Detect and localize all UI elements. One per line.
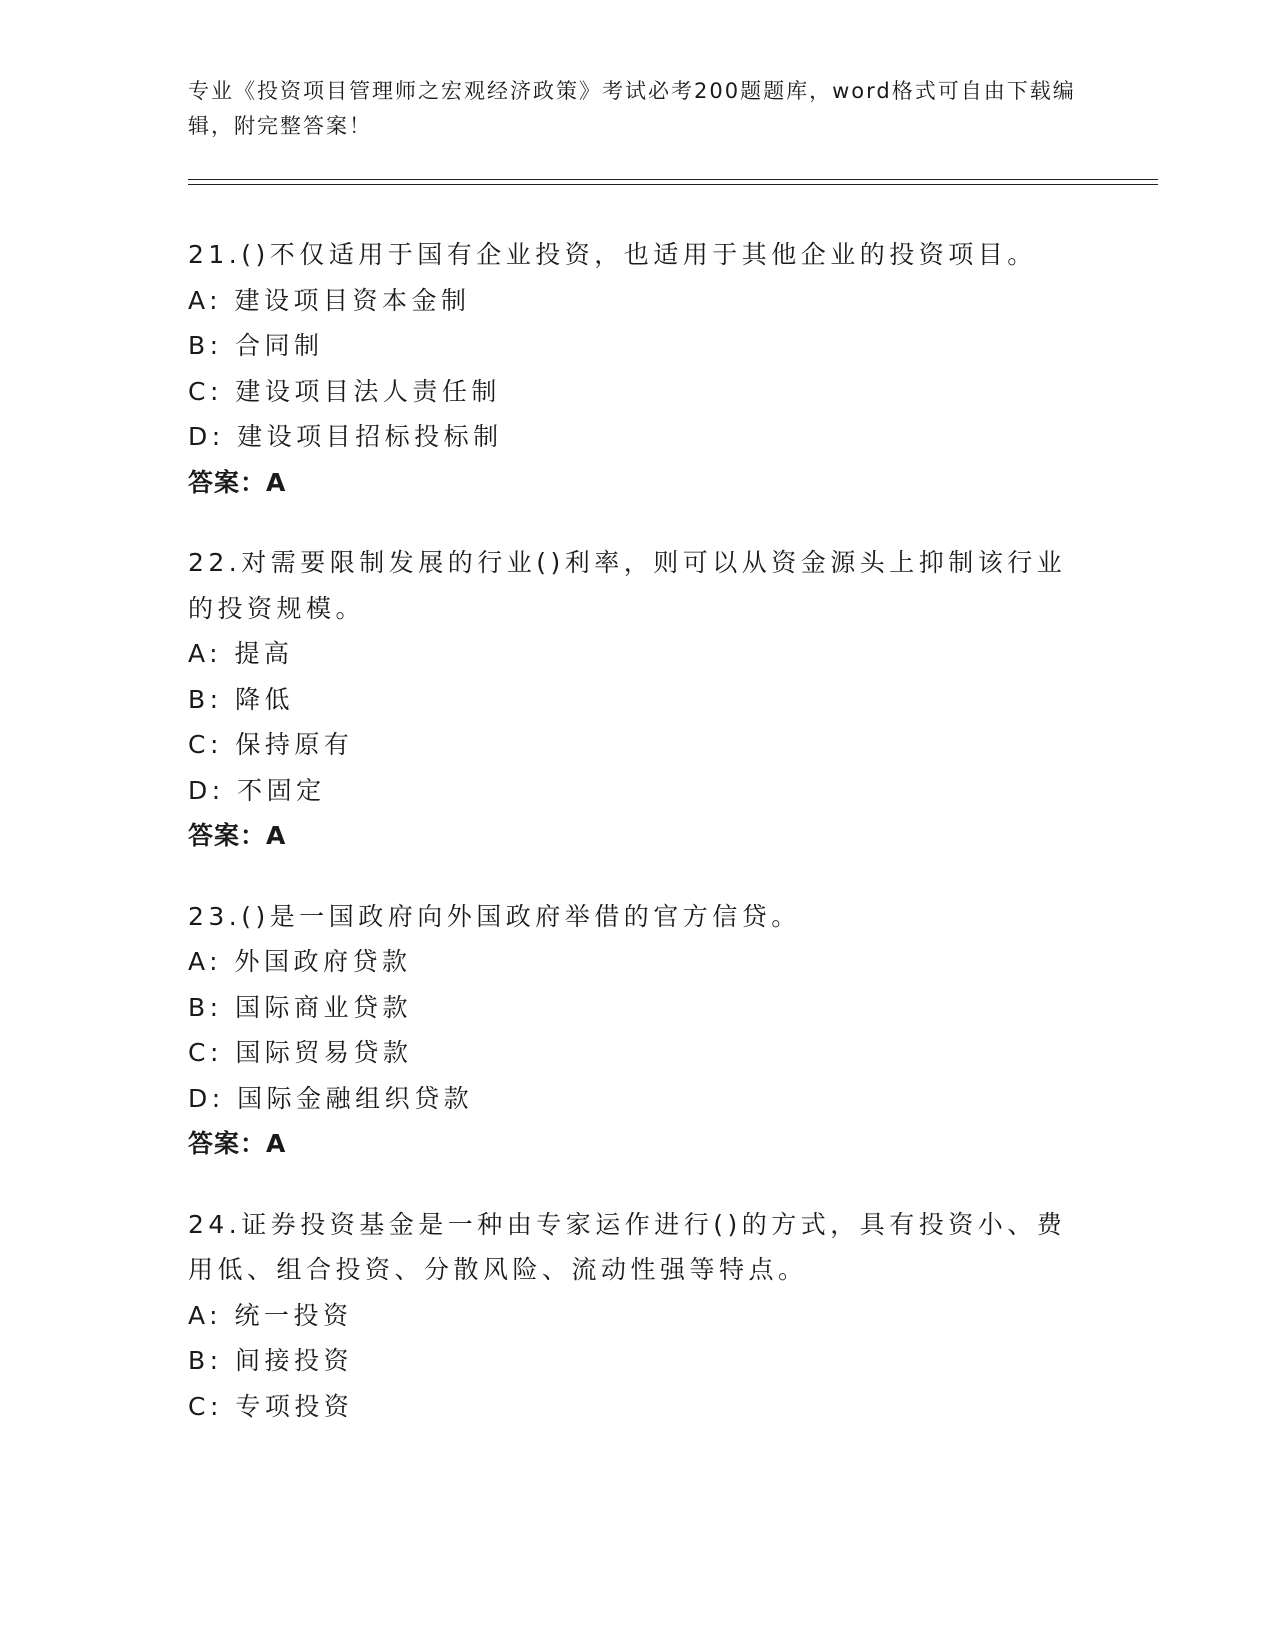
question-stem: 21.()不仅适用于国有企业投资，也适用于其他企业的投资项目。 [188, 240, 1037, 269]
option-b: B: 合同制 [188, 331, 324, 360]
option-b: B: 间接投资 [188, 1346, 354, 1375]
option-a: A: 提高 [188, 639, 294, 668]
option-c: C: 专项投资 [188, 1391, 354, 1421]
document-header: 专业《投资项目管理师之宏观经济政策》考试必考200题题库，word格式可自由下载编辑，附完整答案！ [188, 79, 1076, 138]
answer: 答案：A [188, 467, 287, 497]
option-c: C: 国际贸易贷款 [188, 1038, 413, 1067]
option-d: D: 建设项目招标投标制 [188, 422, 503, 451]
option-c: C: 建设项目法人责任制 [188, 376, 501, 406]
header-divider-bottom [188, 184, 1158, 185]
answer: 答案：A [188, 821, 287, 850]
question-stem: 23.()是一国政府向外国政府举借的官方信贷。 [188, 901, 801, 931]
option-a: A: 建设项目资本金制 [188, 285, 471, 315]
option-d: D: 不固定 [188, 775, 326, 805]
question-list [188, 232, 1088, 1464]
option-b: B: 国际商业贷款 [188, 992, 413, 1022]
question-stem: 22.对需要限制发展的行业()利率，则可以从资金源头上抑制该行业的投资规模。 [188, 548, 1067, 623]
question-23 [188, 894, 1088, 1167]
question-22 [188, 540, 1088, 859]
option-a: A: 统一投资 [188, 1300, 353, 1330]
option-b: B: 降低 [188, 684, 295, 714]
question-24 [188, 1202, 1088, 1430]
header-divider-top [188, 179, 1158, 180]
option-d: D: 国际金融组织贷款 [188, 1083, 474, 1113]
question-stem: 24.证券投资基金是一种由专家运作进行()的方式，具有投资小、费用低、组合投资、分散风险、流动性强等特点。 [188, 1209, 1067, 1284]
option-c: C: 保持原有 [188, 730, 354, 759]
answer: 答案：A [188, 1129, 287, 1158]
option-a: A: 外国政府贷款 [188, 947, 412, 976]
question-21 [188, 232, 1088, 505]
